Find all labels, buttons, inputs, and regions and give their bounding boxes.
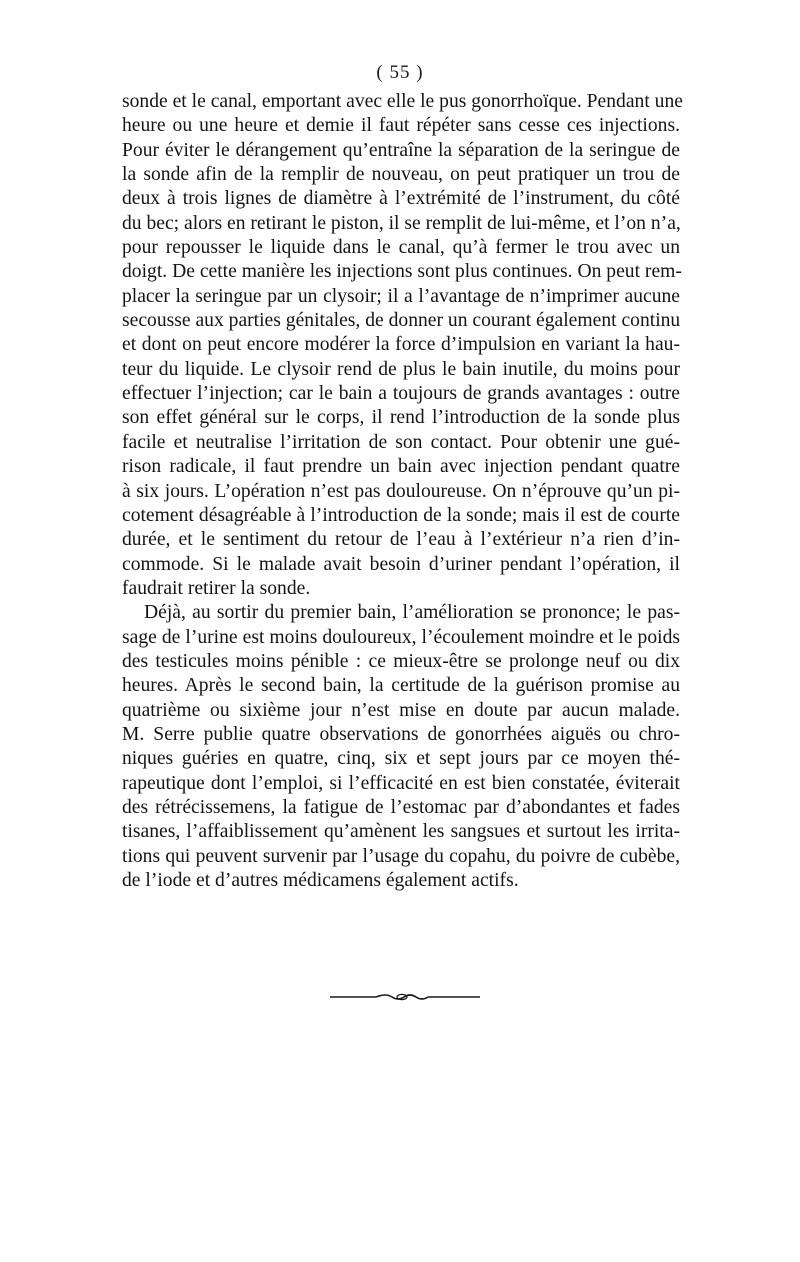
ornament-rule-icon <box>330 991 480 1003</box>
text-line: de l’iode et d’autres médicamens également actifs. <box>122 870 519 891</box>
text-line: cotement désagréable à l’introduction de la sonde; mais il est de courte <box>122 504 680 526</box>
text-line: Déjà, au sortir du premier bain, l’amélioration se prononce; le pas- <box>144 602 680 624</box>
paragraph-1 <box>122 90 683 601</box>
text-line: doigt. De cette manière les injections sont plus continues. On peut rem- <box>122 261 682 283</box>
text-line: du bec; alors en retirant le piston, il se remplit de lui-même, et l’on n’a, <box>122 212 681 234</box>
body-text <box>122 90 683 893</box>
text-line: Pour éviter le dérangement qu’entraîne la séparation de la seringue de <box>122 139 680 161</box>
text-line: deux à trois lignes de diamètre à l’extrémité de l’instrument, du côté <box>122 188 680 210</box>
text-line: à six jours. L’opération n’est pas douloureuse. On n’éprouve qu’un pi- <box>122 480 680 502</box>
text-line: heure ou une heure et demie il faut répéter sans cesse ces injections. <box>122 115 680 137</box>
text-line: M. Serre publie quatre observations de gonorrhées aiguës ou chro- <box>122 723 680 745</box>
text-line: effectuer l’injection; car le bain a toujours de grands avantages : outre <box>122 383 680 405</box>
text-line: rapeutique dont l’emploi, si l’efficacité en est bien constatée, éviterait <box>122 772 680 794</box>
text-line: niques guéries en quatre, cinq, six et sept jours par ce moyen thé- <box>122 748 680 770</box>
text-line: faudrait retirer la sonde. <box>122 577 311 599</box>
text-line: des rétrécissemens, la fatigue de l’estomac par d’abondantes et fades <box>122 796 680 818</box>
text-line: placer la seringue par un clysoir; il a l’avantage de n’imprimer aucune <box>122 285 680 307</box>
text-line: la sonde afin de la remplir de nouveau, on peut pratiquer un trou de <box>122 164 680 186</box>
paragraph-2 <box>122 601 680 893</box>
text-line: commode. Si le malade avait besoin d’uriner pendant l’opération, il <box>122 553 680 575</box>
text-line: teur du liquide. Le clysoir rend de plus le bain inutile, du moins pour <box>122 358 680 380</box>
text-line: heures. Après le second bain, la certitude de la guérison promise au <box>122 675 680 697</box>
page-number: ( 55 ) <box>376 62 424 83</box>
text-line: tions qui peuvent survenir par l’usage du copahu, du poivre de cubèbe, <box>122 845 680 867</box>
text-line: facile et neutralise l’irritation de son contact. Pour obtenir une gué- <box>122 431 680 453</box>
text-line: pour repousser le liquide dans le canal, qu’à fermer le trou avec un <box>122 237 680 259</box>
text-line: quatrième ou sixième jour n’est mise en doute par aucun malade. <box>122 699 680 721</box>
text-line: sage de l’urine est moins douloureux, l’écoulement moindre et le poids <box>122 626 680 648</box>
text-line: rison radicale, il faut prendre un bain avec injection pendant quatre <box>122 456 680 478</box>
text-line: et dont on peut encore modérer la force d’impulsion en variant la hau- <box>122 334 680 356</box>
text-line: des testicules moins pénible : ce mieux-être se prolonge neuf ou dix <box>122 650 680 672</box>
text-line: tisanes, l’affaiblissement qu’amènent les sangsues et surtout les irrita- <box>122 821 680 843</box>
text-line: secousse aux parties génitales, de donner un courant également continu <box>122 310 681 332</box>
text-line: durée, et le sentiment du retour de l’eau à l’extérieur n’a rien d’in- <box>122 529 680 551</box>
text-line: sonde et le canal, emportant avec elle le pus gonorrhoïque. Pendant une <box>122 91 683 112</box>
text-line: son effet général sur le corps, il rend l’introduction de la sonde plus <box>122 407 680 429</box>
